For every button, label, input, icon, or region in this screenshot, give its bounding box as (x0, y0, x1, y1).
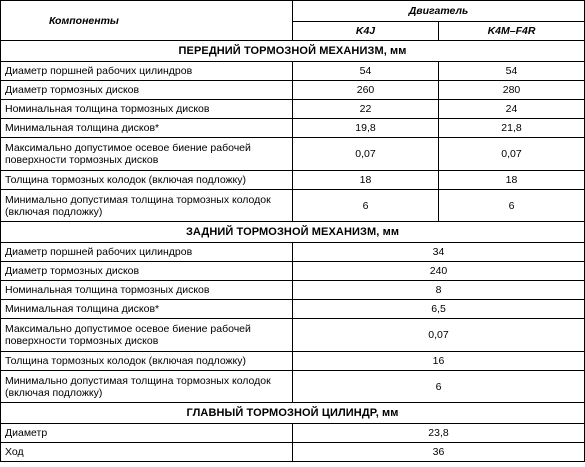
value-k4m: 280 (439, 81, 585, 100)
value-k4j: 0,07 (293, 138, 439, 171)
section-row-master (1, 403, 585, 424)
engine-a-header: K4J (293, 22, 439, 41)
components-header: Компоненты (1, 1, 293, 41)
row-label: Максимально допустимое осевое биение рабочей поверхности тормозных дисков (1, 319, 293, 352)
row-label: Диаметр тормозных дисков (1, 81, 293, 100)
row-label: Диаметр поршней рабочих цилиндров (1, 62, 293, 81)
row-label: Диаметр тормозных дисков (1, 262, 293, 281)
table-row (1, 319, 585, 352)
value-all-engines: 16 (293, 352, 585, 371)
row-label: Минимально допустимая толщина тормозных колодок (включая подложку) (1, 371, 293, 403)
section-row-rear (1, 222, 585, 243)
value-k4m: 54 (439, 62, 585, 81)
value-k4j: 18 (293, 171, 439, 190)
row-label: Максимально допустимое осевое биение рабочей поверхности тормозных дисков (1, 138, 293, 171)
table-row (1, 352, 585, 371)
table-row (1, 371, 585, 403)
row-label: Диаметр (1, 424, 293, 443)
row-label: Номинальная толщина тормозных дисков (1, 281, 293, 300)
value-k4m: 6 (439, 190, 585, 222)
value-k4m: 21,8 (439, 119, 585, 138)
engine-header: Двигатель (293, 1, 585, 22)
table-row (1, 138, 585, 171)
row-label: Минимальная толщина дисков* (1, 119, 293, 138)
table-row (1, 62, 585, 81)
value-all-engines: 36 (293, 443, 585, 462)
value-k4m: 24 (439, 100, 585, 119)
row-label: Толщина тормозных колодок (включая подложку) (1, 171, 293, 190)
table-row (1, 424, 585, 443)
table-row (1, 119, 585, 138)
value-all-engines: 0,07 (293, 319, 585, 352)
section-title-rear: ЗАДНИЙ ТОРМОЗНОЙ МЕХАНИЗМ, мм (1, 222, 585, 243)
value-all-engines: 240 (293, 262, 585, 281)
table-row (1, 100, 585, 119)
section-title-front: ПЕРЕДНИЙ ТОРМОЗНОЙ МЕХАНИЗМ, мм (1, 41, 585, 62)
value-all-engines: 34 (293, 243, 585, 262)
value-k4j: 19,8 (293, 119, 439, 138)
value-all-engines: 23,8 (293, 424, 585, 443)
table-row (1, 190, 585, 222)
value-k4m: 18 (439, 171, 585, 190)
table-row (1, 300, 585, 319)
value-all-engines: 8 (293, 281, 585, 300)
table-row (1, 243, 585, 262)
value-k4j: 6 (293, 190, 439, 222)
row-label: Толщина тормозных колодок (включая подложку) (1, 352, 293, 371)
section-title-master: ГЛАВНЫЙ ТОРМОЗНОЙ ЦИЛИНДР, мм (1, 403, 585, 424)
table-row (1, 281, 585, 300)
table-row (1, 262, 585, 281)
value-k4j: 22 (293, 100, 439, 119)
row-label: Ход (1, 443, 293, 462)
table-row (1, 171, 585, 190)
section-row-front (1, 41, 585, 62)
table-row (1, 443, 585, 462)
value-k4m: 0,07 (439, 138, 585, 171)
value-k4j: 54 (293, 62, 439, 81)
value-all-engines: 6,5 (293, 300, 585, 319)
row-label: Минимальная толщина дисков* (1, 300, 293, 319)
row-label: Диаметр поршней рабочих цилиндров (1, 243, 293, 262)
header-row-1 (1, 1, 585, 22)
engine-b-header: K4M–F4R (439, 22, 585, 41)
table-row (1, 81, 585, 100)
value-all-engines: 6 (293, 371, 585, 403)
value-k4j: 260 (293, 81, 439, 100)
row-label: Минимально допустимая толщина тормозных колодок (включая подложку) (1, 190, 293, 222)
row-label: Номинальная толщина тормозных дисков (1, 100, 293, 119)
